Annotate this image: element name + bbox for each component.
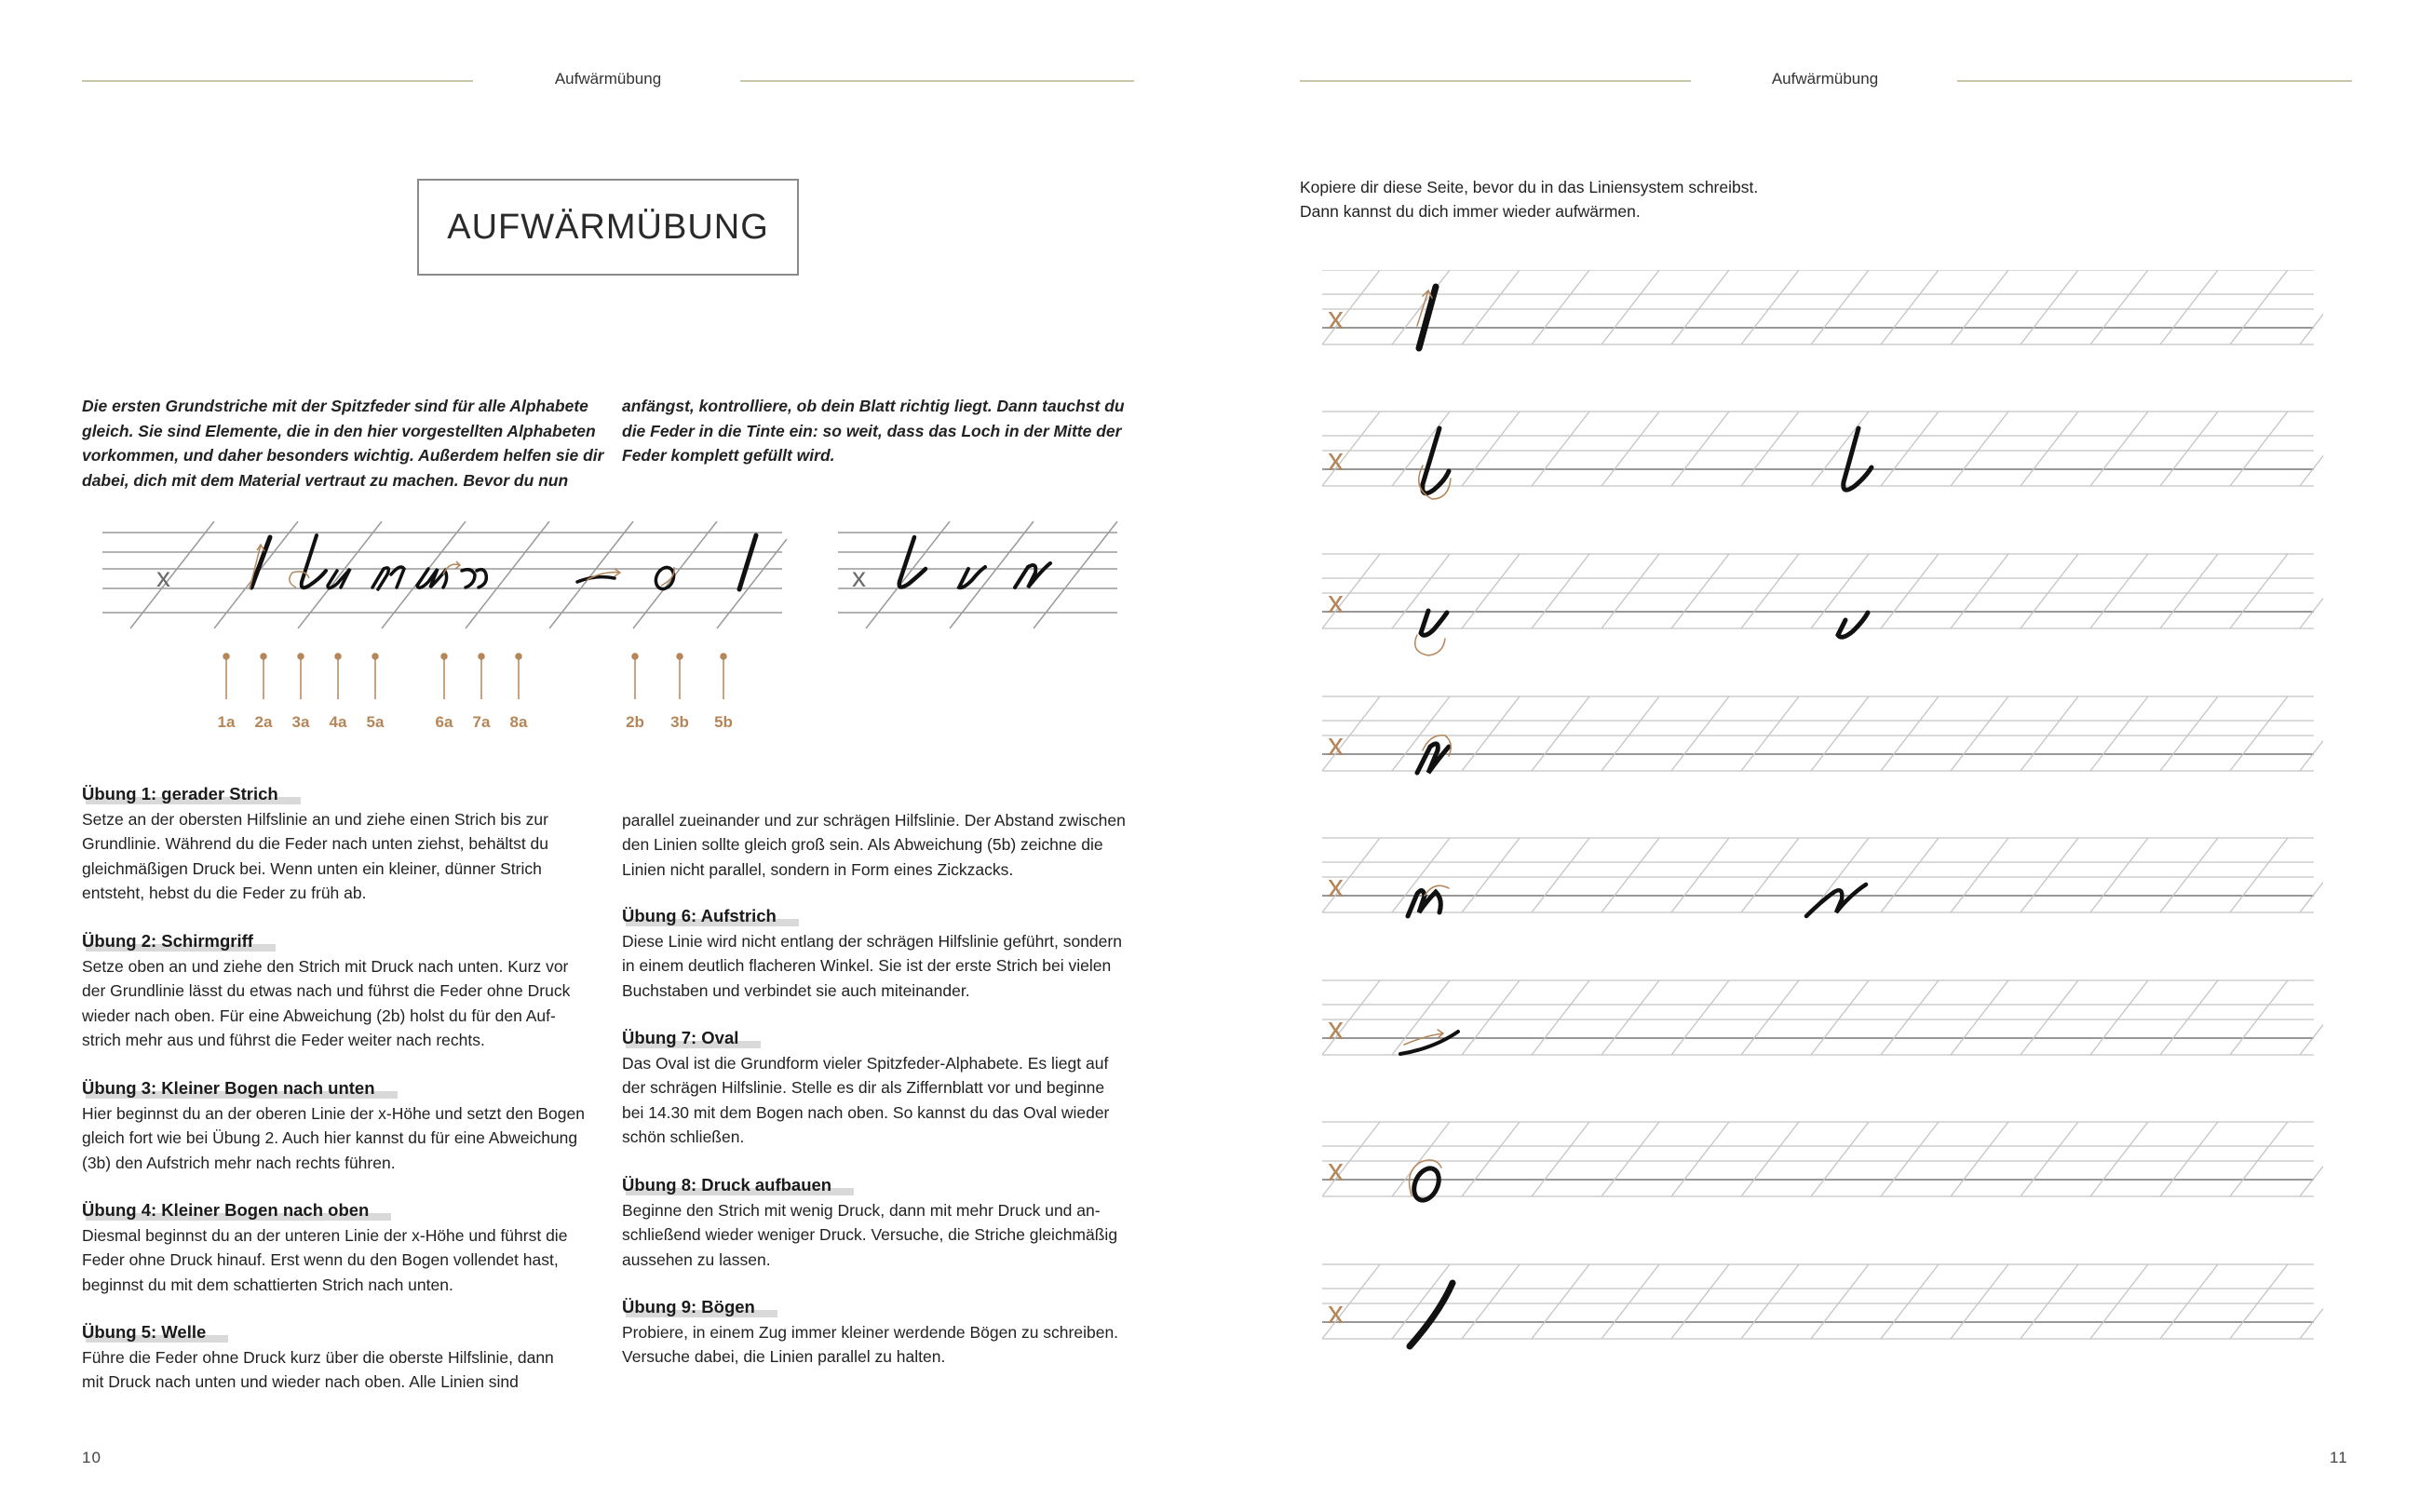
slant-line — [2090, 696, 2148, 771]
slant-line — [1951, 554, 2008, 628]
exercise-6 — [622, 906, 1143, 1003]
exercise-text: wieder nach oben. Für eine Abweichung (2b) holst du für den Auf- — [82, 1006, 556, 1025]
exercise-text: Führe die Feder ohne Druck kurz über die oberste Hilfslinie, dann — [82, 1348, 554, 1367]
slant-line — [1601, 980, 1659, 1055]
intro-line: anfängst, kontrolliere, ob dein Blatt richtig liegt. Dann tauchst du — [622, 397, 1125, 415]
exercise-4 — [82, 1200, 603, 1297]
exercise-text: beginnst du mit dem schattierten Strich nach unten. — [82, 1275, 453, 1294]
intro-line: Feder komplett gefüllt wird. — [622, 446, 835, 465]
slant-line — [1811, 980, 1869, 1055]
practice-row — [1322, 554, 2337, 628]
slant-line — [1462, 1122, 1520, 1196]
intro-line: vorkommen, und daher besonders wichtig. Außerdem helfen sie dir — [82, 446, 604, 465]
exercise-text: gleich fort wie bei Übung 2. Auch hier kannst du für eine Abweichung — [82, 1128, 578, 1148]
page-number-left: 10 — [82, 1449, 101, 1466]
exercise-title: Übung 9: Bögen — [622, 1297, 755, 1316]
exercise-text: den Linien sollte gleich groß sein. Als Abweichung (5b) zeichne die — [622, 835, 1103, 855]
row1-straight-stroke — [1419, 287, 1436, 348]
slant-line — [1532, 980, 1589, 1055]
stroke-diagram — [93, 517, 1127, 749]
right-header-rule-left — [1300, 80, 1691, 82]
slant-line — [1462, 1264, 1520, 1339]
slant-line — [2160, 1264, 2218, 1339]
exercise-5 — [82, 1322, 603, 1395]
label-4a: 4a — [329, 713, 347, 731]
label-8a: 8a — [509, 713, 528, 731]
slant-line — [1741, 554, 1799, 628]
slant-line — [1811, 1122, 1869, 1196]
slant-line — [1392, 696, 1450, 771]
intro-line: die Feder in die Tinte ein: so weit, dass das Loch in der Mitte der — [622, 421, 1122, 440]
slant-line — [2160, 412, 2218, 486]
right-running-head: Aufwärmübung — [1771, 70, 1879, 88]
slant-line — [1671, 980, 1729, 1055]
grid-rows — [1322, 270, 2337, 1339]
exercise-text: Linien nicht parallel, sondern in Form eines Zickzacks. — [622, 859, 1014, 879]
slant-line — [2230, 412, 2288, 486]
slant-line — [1671, 1264, 1729, 1339]
slant-line — [2020, 1264, 2078, 1339]
exercise-title: Übung 4: Kleiner Bogen nach oben — [82, 1200, 370, 1220]
slant-line — [2300, 412, 2337, 486]
slant-line — [1532, 412, 1589, 486]
slant-line — [1671, 1122, 1729, 1196]
page-number-right: 11 — [2330, 1449, 2348, 1466]
slant-line — [1601, 412, 1659, 486]
slant-line — [1671, 838, 1729, 912]
slant-line — [2090, 980, 2148, 1055]
row-x-mark: x — [1328, 1011, 1344, 1046]
slant-line — [1601, 1122, 1659, 1196]
exercise-text: bei 14.30 mit dem Bogen nach oben. So kannst du das Oval wieder — [622, 1102, 1110, 1122]
label-7a: 7a — [472, 713, 491, 731]
copy-note-line: Dann kannst du dich immer wieder aufwärmen. — [1300, 202, 1641, 221]
row-x-mark: x — [1328, 442, 1344, 478]
slant-line — [2160, 696, 2218, 771]
slant-line — [1811, 554, 1869, 628]
slant-line — [1462, 838, 1520, 912]
practice-row — [1322, 696, 2337, 771]
exercise-text: Probiere, in einem Zug immer kleiner werdende Bögen zu schreiben. — [622, 1323, 1119, 1342]
slant-line — [2300, 270, 2337, 344]
label-5a: 5a — [366, 713, 385, 731]
slant-line — [2090, 1264, 2148, 1339]
slant-line — [1532, 1122, 1589, 1196]
slant-line — [1811, 412, 1869, 486]
exercise-title: Übung 1: gerader Strich — [82, 784, 278, 803]
slant-line — [2230, 838, 2288, 912]
practice-row-strokes — [1400, 287, 1872, 1346]
slant-line — [2090, 554, 2148, 628]
slant-line — [2160, 838, 2218, 912]
row2-sample-stroke — [1844, 428, 1872, 490]
exercise-text: der Grundlinie lässt du etwas nach und führst die Feder ohne Druck — [82, 981, 571, 1001]
exercise-text: Diese Linie wird nicht entlang der schrägen Hilfslinie geführt, sondern — [622, 932, 1122, 951]
exercise-text: Feder ohne Druck hinauf. Erst wenn du den Bogen vollendet hast, — [82, 1250, 559, 1270]
slant-line — [1532, 554, 1589, 628]
exercise-5-continued — [622, 808, 1143, 882]
label-6a: 6a — [435, 713, 453, 731]
exercise-text: parallel zueinander und zur schrägen Hilfslinie. Der Abstand zwischen — [622, 811, 1126, 830]
exercise-text: gleichmäßigen Druck bei. Wenn unten ein kleiner, dünner Strich — [82, 858, 542, 878]
slant-line — [1462, 270, 1520, 344]
exercise-text: entsteht, hebst du die Feder zu früh ab. — [82, 883, 367, 902]
row3-arc-stroke — [1421, 611, 1447, 635]
slant-line — [2160, 980, 2218, 1055]
exercise-9 — [622, 1297, 1143, 1370]
exercise-title: Übung 2: Schirmgriff — [82, 931, 253, 951]
slant-line — [1601, 1264, 1659, 1339]
exercise-2 — [82, 931, 603, 1052]
slant-line — [2230, 1264, 2288, 1339]
exercise-text: strich mehr aus und führst die Feder weiter nach rechts. — [82, 1030, 485, 1049]
exercise-text: Diesmal beginnst du an der unteren Linie der x-Höhe und führst die — [82, 1226, 568, 1245]
practice-row — [1322, 980, 2337, 1055]
practice-row — [1322, 1122, 2337, 1196]
slant-line — [1881, 270, 1939, 344]
slant-line — [1392, 412, 1450, 486]
slant-line — [1741, 412, 1799, 486]
slant-line — [2160, 270, 2218, 344]
slant-line — [2090, 1122, 2148, 1196]
exercise-text: Setze an der obersten Hilfslinie an und ziehe einen Strich bis zur — [82, 810, 548, 829]
slant-line — [1671, 412, 1729, 486]
exercise-title: Übung 6: Aufstrich — [622, 906, 777, 925]
label-5b: 5b — [714, 713, 733, 731]
slant-line — [1532, 696, 1589, 771]
intro-line: gleich. Sie sind Elemente, die in den hier vorgestellten Alphabeten — [82, 421, 596, 440]
slant-line — [1881, 1264, 1939, 1339]
slant-line — [2230, 554, 2288, 628]
slant-line — [1462, 412, 1520, 486]
slant-line — [1671, 554, 1729, 628]
row8-pressure-stroke — [1410, 1283, 1453, 1346]
slant-line — [1811, 270, 1869, 344]
practice-row — [1322, 1264, 2337, 1339]
slant-line — [2230, 980, 2288, 1055]
slant-line — [1601, 554, 1659, 628]
slant-line — [1951, 980, 2008, 1055]
label-1a: 1a — [217, 713, 236, 731]
slant-line — [1601, 696, 1659, 771]
slant-line — [1671, 696, 1729, 771]
slant-line — [2300, 838, 2337, 912]
slant-line — [1462, 980, 1520, 1055]
exercise-3 — [82, 1078, 603, 1175]
slant-line — [1532, 270, 1589, 344]
exercise-text: Versuche dabei, die Linien parallel zu halten. — [622, 1347, 946, 1367]
exercise-title: Übung 8: Druck aufbauen — [622, 1175, 832, 1195]
left-running-head: Aufwärmübung — [554, 70, 662, 88]
exercise-text: Setze oben an und ziehe den Strich mit Druck nach unten. Kurz vor — [82, 957, 569, 976]
grid-x-marks — [1328, 301, 1344, 1330]
label-2b: 2b — [626, 713, 644, 731]
exercise-text: Beginne den Strich mit wenig Druck, dann mit mehr Druck und an- — [622, 1201, 1101, 1220]
slant-line — [1601, 838, 1659, 912]
slant-line — [1532, 838, 1589, 912]
slant-line — [1392, 1122, 1450, 1196]
exercise-text: schön schließen. — [622, 1127, 745, 1146]
slant-line — [1741, 838, 1799, 912]
row3-sample-stroke — [1838, 613, 1868, 637]
exercise-title: Übung 5: Welle — [82, 1322, 207, 1342]
diagram-x-mark-right: x — [852, 562, 866, 593]
exercise-title: Übung 7: Oval — [622, 1028, 739, 1047]
exercise-text: der schrägen Hilfslinie. Stelle es dir als Ziffernblatt vor und beginne — [622, 1078, 1105, 1098]
slant-line — [2160, 1122, 2218, 1196]
row-x-mark: x — [1328, 727, 1344, 763]
exercise-text: schließend wieder weniger Druck. Versuche, die Striche gleichmäßig — [622, 1225, 1118, 1245]
exercise-text: Grundlinie. Während du die Feder nach unten ziehst, behältst du — [82, 834, 549, 854]
exercise-text: Hier beginnst du an der oberen Linie der x-Höhe und setzt den Bogen — [82, 1104, 585, 1123]
practice-grid — [1313, 270, 2337, 1401]
copy-note-line: Kopiere dir diese Seite, bevor du in das Liniensystem schreibst. — [1300, 178, 1759, 196]
slant-line — [2300, 980, 2337, 1055]
slant-line — [1951, 838, 2008, 912]
row5-sample-stroke — [1806, 884, 1866, 916]
slant-line — [1462, 554, 1520, 628]
right-header-rule-right — [1957, 80, 2352, 82]
slant-line — [1881, 554, 1939, 628]
slant-line — [1392, 980, 1450, 1055]
slant-line — [1881, 980, 1939, 1055]
slant-line — [1951, 270, 2008, 344]
slant-line — [1881, 696, 1939, 771]
slant-line — [1741, 1264, 1799, 1339]
left-header-rule-left — [82, 80, 473, 82]
diagram-x-mark-left: x — [156, 562, 170, 593]
slant-line — [1741, 696, 1799, 771]
intro-line: Die ersten Grundstriche mit der Spitzfeder sind für alle Alphabete — [82, 397, 588, 415]
copy-note — [1300, 175, 1758, 223]
slant-line — [2090, 838, 2148, 912]
row-x-mark: x — [1328, 1153, 1344, 1188]
row-x-mark: x — [1328, 869, 1344, 904]
slant-line — [1951, 1122, 2008, 1196]
slant-line — [1881, 838, 1939, 912]
label-2a: 2a — [254, 713, 273, 731]
slant-line — [2160, 554, 2218, 628]
exercise-text: Das Oval ist die Grundform vieler Spitzfeder-Alphabete. Es liegt auf — [622, 1054, 1109, 1073]
practice-row — [1322, 412, 2337, 486]
slant-line — [1601, 270, 1659, 344]
slant-line — [1951, 696, 2008, 771]
page-title: AUFWÄRMÜBUNG — [417, 179, 799, 276]
slant-line — [2090, 412, 2148, 486]
row3-arrow — [1415, 635, 1445, 655]
exercise-8 — [622, 1175, 1143, 1272]
slant-line — [2300, 554, 2337, 628]
label-3a: 3a — [291, 713, 310, 731]
row-x-mark: x — [1328, 1295, 1344, 1330]
exercise-1 — [82, 784, 603, 905]
slant-line — [2020, 696, 2078, 771]
slant-line — [2230, 1122, 2288, 1196]
slant-line — [1881, 1122, 1939, 1196]
slant-line — [1532, 1264, 1589, 1339]
slant-line — [1741, 980, 1799, 1055]
exercise-7 — [622, 1028, 1143, 1149]
intro-line: dabei, dich mit dem Material vertraut zu machen. Bevor du nun — [82, 470, 569, 490]
exercise-text: (3b) den Aufstrich mehr nach rechts führen. — [82, 1153, 396, 1172]
left-header-rule-right — [740, 80, 1134, 82]
slant-line — [1951, 412, 2008, 486]
slant-line — [2300, 1122, 2337, 1196]
slant-line — [1741, 270, 1799, 344]
slant-line — [2230, 696, 2288, 771]
intro-column-2 — [622, 394, 1125, 468]
slant-line — [1811, 1264, 1869, 1339]
calligraphy-strokes — [251, 535, 1050, 592]
slant-line — [2090, 270, 2148, 344]
slant-line — [1462, 696, 1520, 771]
slant-line — [1951, 1264, 2008, 1339]
row7-oval-stroke — [1410, 1165, 1444, 1205]
slant-line — [2020, 980, 2078, 1055]
label-3b: 3b — [670, 713, 689, 731]
stroke-labels — [218, 713, 733, 731]
slant-line — [1811, 696, 1869, 771]
slant-line — [2020, 412, 2078, 486]
row-x-mark: x — [1328, 585, 1344, 620]
slant-line — [1741, 1122, 1799, 1196]
label-leaders — [223, 654, 726, 699]
slant-line — [2020, 554, 2078, 628]
practice-row — [1322, 838, 2337, 912]
intro-column-1 — [82, 394, 603, 493]
row4-upper-arc-stroke — [1417, 744, 1449, 773]
slant-line — [2020, 838, 2078, 912]
exercise-text: mit Druck nach unten und wieder nach oben. Alle Linien sind — [82, 1372, 519, 1392]
exercise-text: Buchstaben und verbindet sie auch miteinander. — [622, 980, 970, 1000]
row-x-mark: x — [1328, 301, 1344, 336]
slant-line — [2020, 270, 2078, 344]
slant-line — [2020, 1122, 2078, 1196]
slant-line — [2300, 1264, 2337, 1339]
row2-loop-stroke — [1423, 428, 1449, 493]
slant-line — [2230, 270, 2288, 344]
diagram-guides-left — [102, 521, 787, 628]
slant-line — [1671, 270, 1729, 344]
exercise-title: Übung 3: Kleiner Bogen nach unten — [82, 1078, 375, 1098]
practice-row — [1322, 270, 2337, 344]
exercise-text: aussehen zu lassen. — [622, 1249, 771, 1269]
slant-line — [2300, 696, 2337, 771]
exercise-text: in einem deutlich flacheren Winkel. Sie ist der erste Strich bei vielen — [622, 956, 1112, 976]
slant-line — [1881, 412, 1939, 486]
